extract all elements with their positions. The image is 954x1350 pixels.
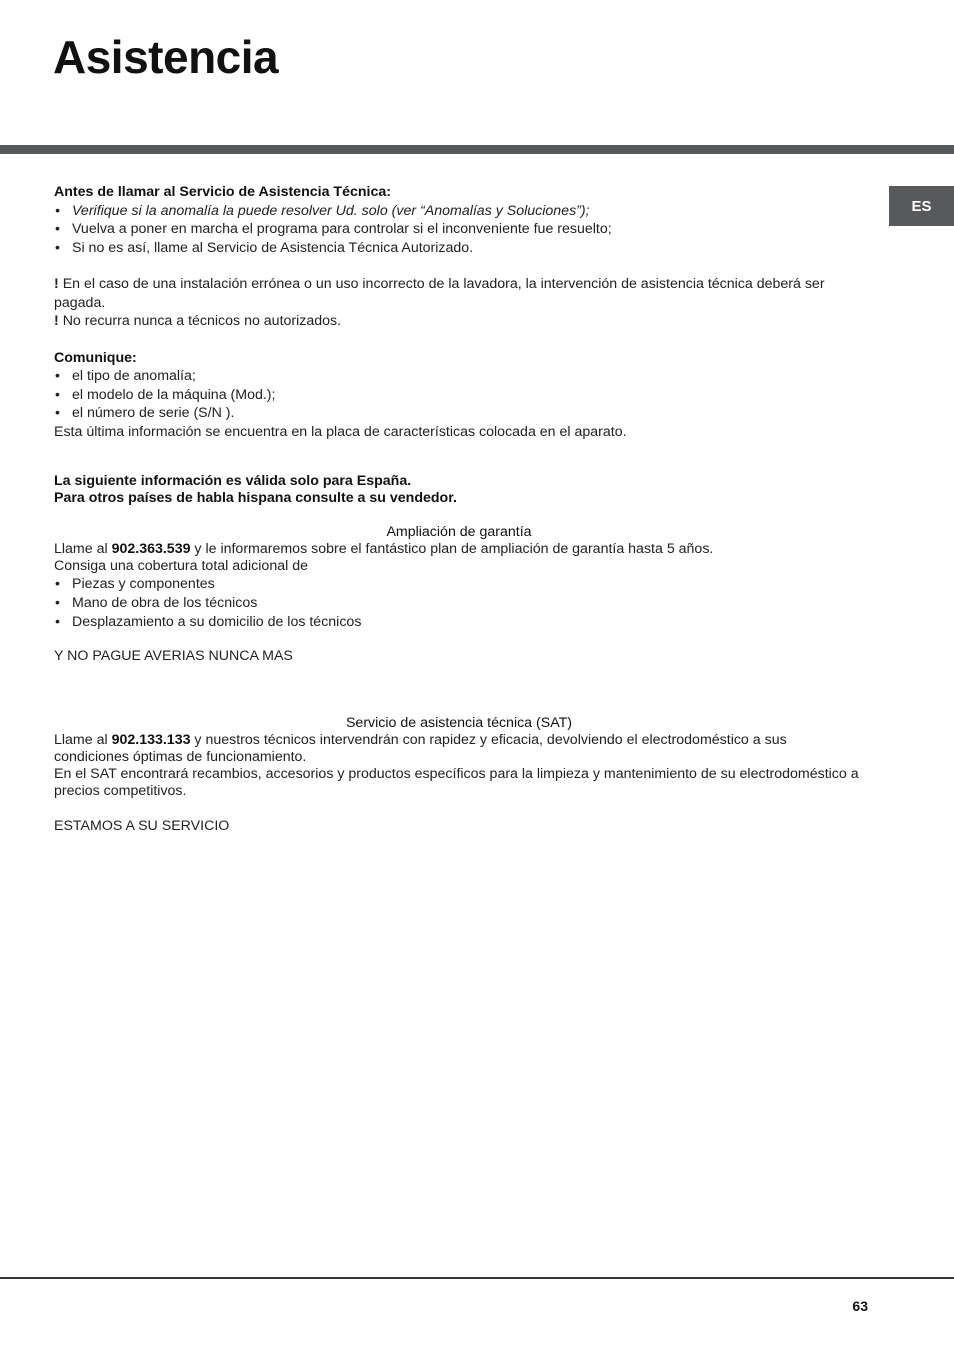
warning-mark: ! — [54, 313, 59, 329]
page-title: Asistencia — [53, 31, 279, 83]
sat-heading: Servicio de asistencia técnica (SAT) — [345, 714, 573, 731]
warning-text: En el caso de una instalación errónea o un uso incorrecto de la lavadora, la intervención de asistencia técnica deberá ser pagada. — [54, 276, 825, 311]
list-item: • el tipo de anomalía; — [54, 367, 864, 386]
sat-call-text: Llame al 902.133.133 y nuestros técnicos intervendrán con rapidez y eficacia, devolviendo el electrodoméstico a sus condiciones óptimas de funcionamiento. — [54, 731, 787, 765]
list-item: • Mano de obra de los técnicos — [54, 594, 864, 613]
unauthorized-warning — [54, 312, 864, 331]
sat-closing: ESTAMOS A SU SERVICIO — [54, 817, 230, 834]
language-tab: ES — [889, 186, 954, 226]
warning-mark: ! — [54, 276, 59, 292]
warranty-phone-number: 902.363.539 — [111, 541, 191, 557]
warranty-closing: Y NO PAGUE AVERIAS NUNCA MAS — [54, 648, 293, 664]
header-divider — [0, 145, 954, 154]
list-item: • Desplazamiento a su domicilio de los técnicos — [54, 613, 864, 632]
warranty-call-text: Llame al 902.363.539 y le informaremos sobre el fantástico plan de ampliación de garantía hasta 5 años. — [54, 541, 714, 557]
page-number: 63 — [852, 1298, 868, 1314]
warning-text: No recurra nunca a técnicos no autorizados. — [62, 313, 342, 329]
list-item: • Vuelva a poner en marcha el programa para controlar si el inconveniente fue resuelto; — [54, 220, 864, 239]
before-call-list — [54, 202, 864, 258]
list-item: • el número de serie (S/N ). — [54, 404, 864, 423]
spain-notice-line: La siguiente información es válida solo para España. — [54, 473, 412, 489]
list-item: • Si no es así, llame al Servicio de Asistencia Técnica Autorizado. — [54, 239, 864, 258]
list-item: • Piezas y componentes — [54, 575, 864, 594]
paid-service-warning — [54, 275, 864, 312]
sat-phone-number: 902.133.133 — [111, 731, 191, 748]
list-item: • el modelo de la máquina (Mod.); — [54, 386, 864, 405]
communicate-heading: Comunique: — [54, 349, 137, 366]
warranty-coverage-list — [54, 575, 864, 632]
warranty-coverage-intro: Consiga una cobertura total adicional de — [54, 558, 308, 574]
spain-notice-line: Para otros países de habla hispana consulte a su vendedor. — [54, 490, 457, 506]
communicate-list — [54, 367, 864, 423]
list-item: • Verifique si la anomalía la puede resolver Ud. solo (ver “Anomalías y Soluciones”); — [54, 202, 864, 221]
communicate-note: Esta última información se encuentra en la placa de características colocada en el aparato. — [54, 423, 627, 440]
page-content — [54, 183, 864, 835]
footer-divider — [0, 1277, 954, 1279]
sat-parts-text: En el SAT encontrará recambios, accesorios y productos específicos para la limpieza y mantenimiento de su electrodoméstico a precios competitivos. — [54, 765, 859, 799]
warranty-heading: Ampliación de garantía — [386, 524, 532, 540]
before-call-heading: Antes de llamar al Servicio de Asistencia Técnica: — [54, 184, 391, 200]
